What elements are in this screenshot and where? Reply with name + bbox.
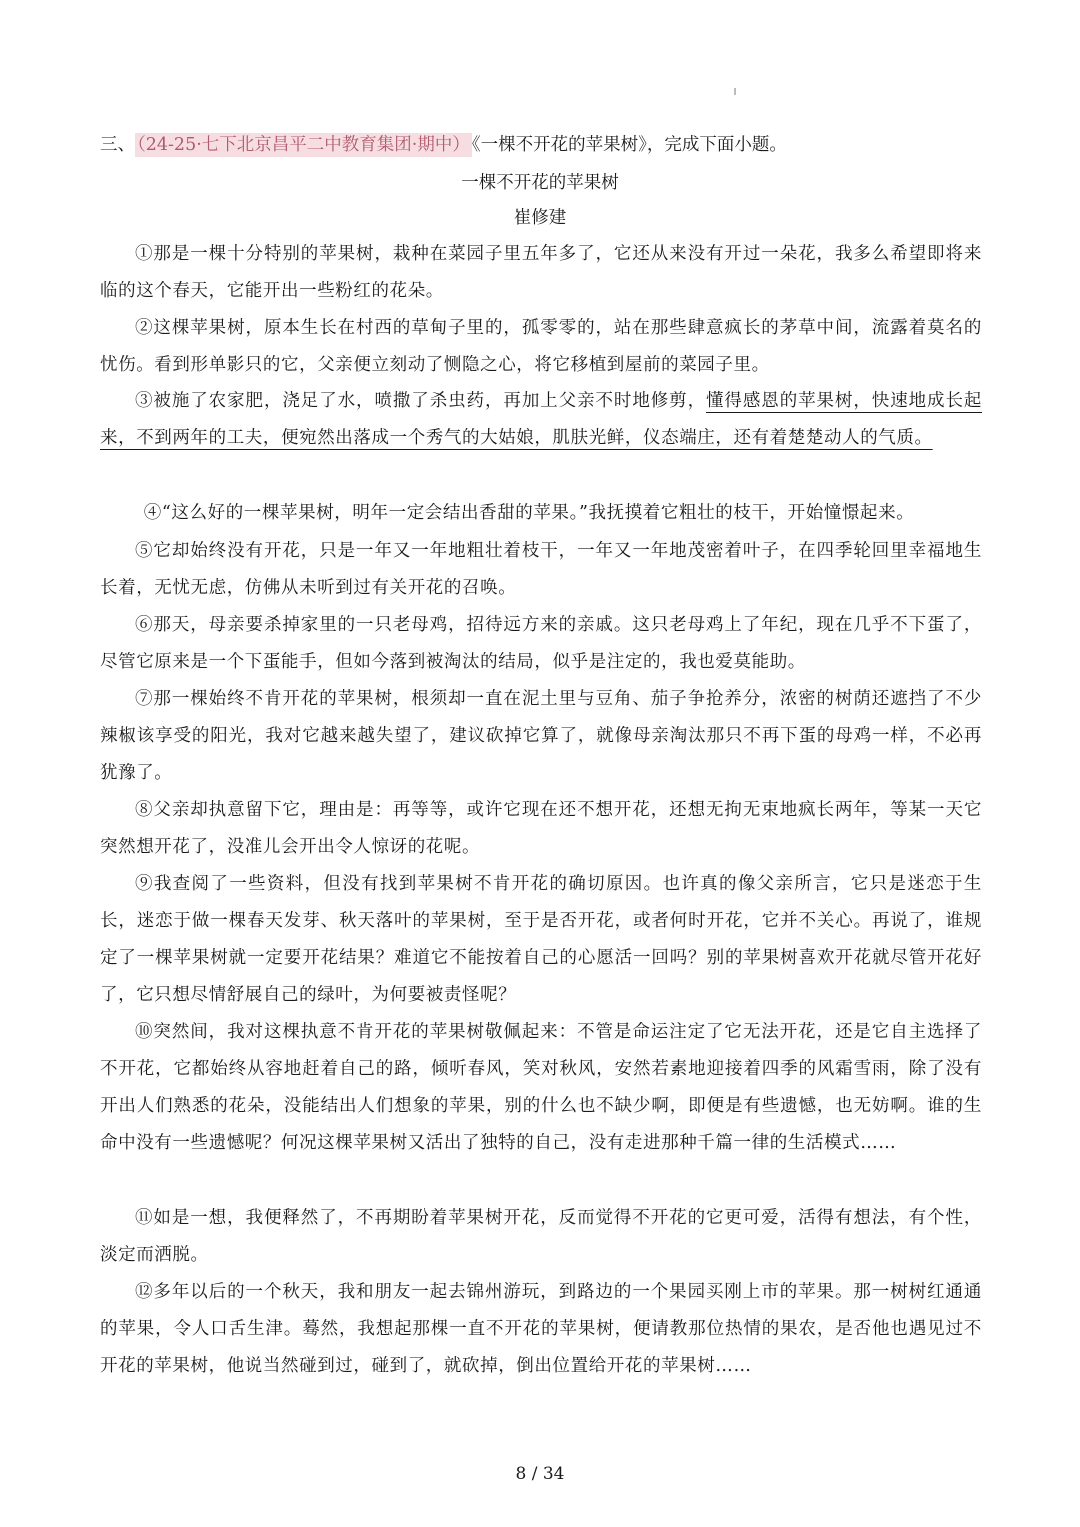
question-number: 三、 [100, 135, 135, 155]
article-author: 崔修建 [513, 208, 567, 228]
paragraph-3-lead: ③被施了农家肥，浇足了水，喷撒了杀虫药，再加上父亲不时地修剪， [135, 391, 707, 411]
scan-mark [734, 88, 736, 95]
question-source-tag: （24-25·七下北京昌平二中教育集团·期中） [137, 135, 470, 155]
page-number: 8 / 34 [515, 1464, 565, 1484]
paragraph-3 [100, 383, 982, 457]
paragraph-7: ⑦那一棵始终不肯开花的苹果树，根须却一直在泥土里与豆角、茄子争抢养分，浓密的树荫还遮挡了不少辣椒该享受的阳光，我对它越来越失望了，建议砍掉它算了，就像母亲淘汰那只不再下蛋的母鸡一样，不必再犹豫了。 [100, 689, 982, 783]
paragraph-3-underlined: 懂得感恩的苹果树，快速地成长起来，不到两年的工夫，便宛然出落成一个秀气的大姑娘，肌肤光鲜，仪态端庄，还有着楚楚动人的气质。 [100, 391, 982, 448]
question-header [100, 130, 1000, 160]
question-prompt: 《一棵不开花的苹果树》，完成下面小题。 [471, 135, 787, 155]
paragraph-5: ⑤它却始终没有开花，只是一年又一年地粗壮着枝干，一年又一年地茂密着叶子，在四季轮回里幸福地生长着，无忧无虑，仿佛从未听到过有关开花的召唤。 [100, 541, 982, 598]
paragraph-12: ⑫多年以后的一个秋天，我和朋友一起去锦州游玩，到路边的一个果园买刚上市的苹果。那一树树红通通的苹果，令人口舌生津。蓦然，我想起那棵一直不开花的苹果树，便请教那位热情的果农，是否他也遇见过不开花的苹果树，他说当然碰到过，碰到了，就砍掉，倒出位置给开花的苹果树…… [100, 1282, 982, 1376]
article-title: 一棵不开花的苹果树 [461, 173, 619, 193]
paragraph-6: ⑥那天，母亲要杀掉家里的一只老母鸡，招待远方来的亲戚。这只老母鸡上了年纪，现在几乎不下蛋了，尽管它原来是一个下蛋能手，但如今落到被淘汰的结局，似乎是注定的，我也爱莫能助。 [100, 615, 982, 672]
paragraph-11: ⑪如是一想，我便释然了，不再期盼着苹果树开花，反而觉得不开花的它更可爱，活得有想法，有个性，淡定而洒脱。 [100, 1208, 982, 1265]
paragraph-8: ⑧父亲却执意留下它，理由是：再等等，或许它现在还不想开花，还想无拘无束地疯长两年，等某一天它突然想开花了，没准儿会开出令人惊讶的花呢。 [100, 800, 982, 857]
paragraph-2: ②这棵苹果树，原本生长在村西的草甸子里的，孤零零的，站在那些肆意疯长的茅草中间，流露着莫名的忧伤。看到形单影只的它，父亲便立刻动了恻隐之心，将它移植到屋前的菜园子里。 [100, 318, 982, 375]
paragraph-9: ⑨我查阅了一些资料，但没有找到苹果树不肯开花的确切原因。也许真的像父亲所言，它只是迷恋于生长，迷恋于做一棵春天发芽、秋天落叶的苹果树，至于是否开花，或者何时开花，它并不关心。再说了，谁规定了一棵苹果树就一定要开花结果？难道它不能按着自己的心愿活一回吗？别的苹果树喜欢开花就尽管开花好了，它只想尽情舒展自己的绿叶，为何要被责怪呢？ [100, 874, 982, 1005]
paragraph-10: ⑩突然间，我对这棵执意不肯开花的苹果树敬佩起来：不管是命运注定了它无法开花，还是它自主选择了不开花，它都始终从容地赶着自己的路，倾听春风，笑对秋风，安然若素地迎接着四季的风霜雪雨，除了没有开出人们熟悉的花朵，没能结出人们想象的苹果，别的什么也不缺少啊，即便是有些遗憾，也无妨啊。谁的生命中没有一些遗憾呢？何况这棵苹果树又活出了独特的自己，没有走进那种千篇一律的生活模式…… [100, 1022, 982, 1153]
paragraph-4: ④“这么好的一棵苹果树，明年一定会结出香甜的苹果。”我抚摸着它粗壮的枝干，开始憧憬起来。 [143, 503, 915, 523]
paragraph-1: ①那是一棵十分特别的苹果树，栽种在菜园子里五年多了，它还从来没有开过一朵花，我多么希望即将来临的这个春天，它能开出一些粉红的花朵。 [100, 244, 982, 301]
